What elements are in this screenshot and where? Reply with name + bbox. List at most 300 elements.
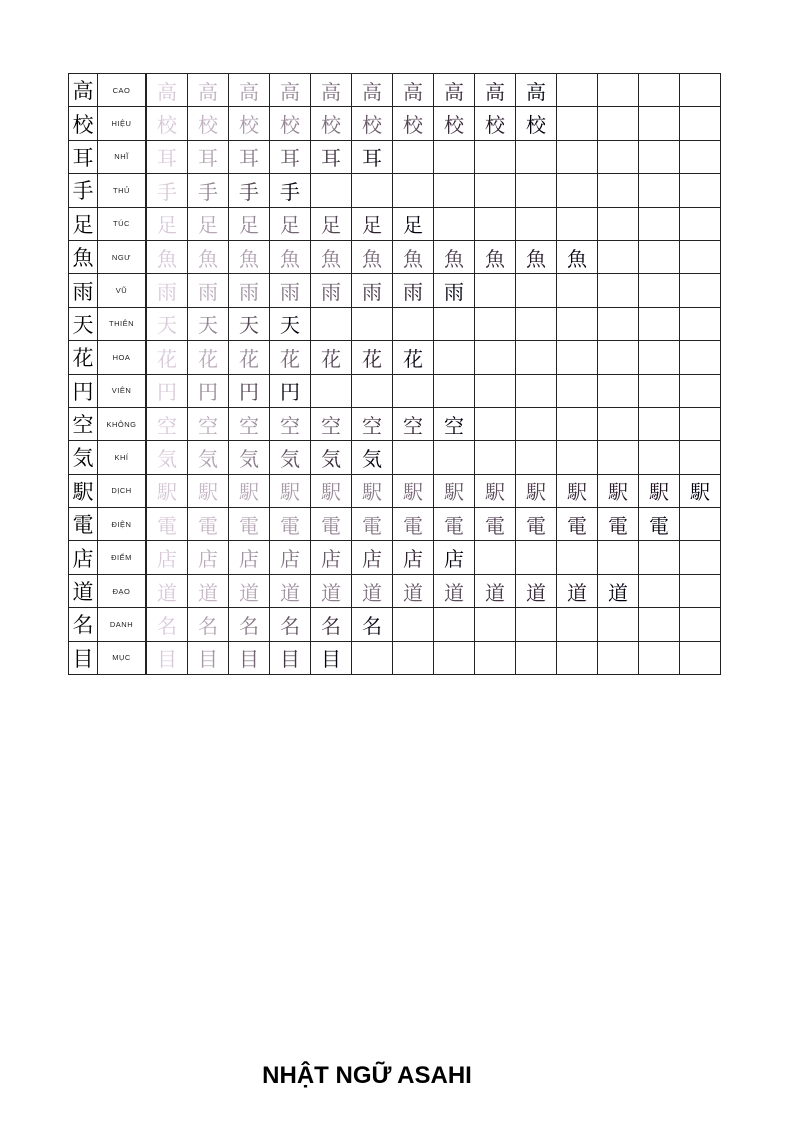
kanji-character: 手 [69,174,98,207]
stroke-step-cell: 気 [188,441,229,474]
kanji-reading: KHÍ [98,441,147,474]
kanji-row [69,140,721,173]
kanji-row [69,574,721,607]
empty-practice-cell [639,341,680,374]
stroke-step-cell: 電 [311,508,352,541]
stroke-step-cell: 空 [270,407,311,440]
stroke-step-cell: 電 [188,508,229,541]
empty-practice-cell [680,641,721,674]
stroke-step-cell: 店 [146,541,188,574]
stroke-step-cell: 雨 [270,274,311,307]
stroke-step-cell: 高 [229,74,270,107]
stroke-step-cell: 校 [188,107,229,140]
stroke-step-cell: 店 [393,541,434,574]
empty-practice-cell [598,274,639,307]
stroke-step-cell: 名 [229,608,270,641]
stroke-step-cell: 電 [352,508,393,541]
stroke-step-cell: 名 [146,608,188,641]
stroke-step-cell: 気 [229,441,270,474]
empty-practice-cell [598,541,639,574]
empty-practice-cell [680,341,721,374]
empty-practice-cell [639,207,680,240]
empty-practice-cell [680,508,721,541]
stroke-step-cell: 天 [146,307,188,340]
kanji-row [69,107,721,140]
stroke-step-cell: 校 [516,107,557,140]
stroke-step-cell: 駅 [146,474,188,507]
kanji-character: 道 [69,574,98,607]
stroke-step-cell: 高 [146,74,188,107]
stroke-step-cell: 校 [270,107,311,140]
empty-practice-cell [475,174,516,207]
empty-practice-cell [311,174,352,207]
stroke-step-cell: 雨 [352,274,393,307]
kanji-reading: DỊCH [98,474,147,507]
empty-practice-cell [680,441,721,474]
empty-practice-cell [393,374,434,407]
stroke-step-cell: 天 [188,307,229,340]
stroke-step-cell: 円 [229,374,270,407]
empty-practice-cell [557,307,598,340]
stroke-step-cell: 道 [434,574,475,607]
stroke-step-cell: 電 [270,508,311,541]
stroke-step-cell: 店 [270,541,311,574]
empty-practice-cell [516,374,557,407]
stroke-step-cell: 駅 [680,474,721,507]
stroke-step-cell: 空 [393,407,434,440]
empty-practice-cell [516,307,557,340]
empty-practice-cell [680,107,721,140]
stroke-step-cell: 道 [311,574,352,607]
stroke-step-cell: 目 [229,641,270,674]
empty-practice-cell [434,374,475,407]
stroke-step-cell: 耳 [146,140,188,173]
empty-practice-cell [639,107,680,140]
stroke-step-cell: 目 [188,641,229,674]
empty-practice-cell [680,608,721,641]
stroke-step-cell: 名 [270,608,311,641]
kanji-row [69,207,721,240]
stroke-step-cell: 駅 [434,474,475,507]
empty-practice-cell [598,140,639,173]
stroke-step-cell: 花 [270,341,311,374]
stroke-step-cell: 気 [146,441,188,474]
stroke-step-cell: 電 [557,508,598,541]
kanji-character: 校 [69,107,98,140]
stroke-step-cell: 足 [352,207,393,240]
stroke-step-cell: 気 [352,441,393,474]
stroke-step-cell: 魚 [434,240,475,273]
kanji-row [69,174,721,207]
kanji-reading: NHĨ [98,140,147,173]
stroke-step-cell: 耳 [352,140,393,173]
empty-practice-cell [639,174,680,207]
stroke-step-cell: 電 [229,508,270,541]
empty-practice-cell [475,641,516,674]
stroke-step-cell: 耳 [229,140,270,173]
empty-practice-cell [639,240,680,273]
empty-practice-cell [598,407,639,440]
empty-practice-cell [475,441,516,474]
kanji-row [69,240,721,273]
kanji-row [69,374,721,407]
stroke-step-cell: 足 [229,207,270,240]
stroke-step-cell: 足 [311,207,352,240]
empty-practice-cell [598,240,639,273]
kanji-character: 雨 [69,274,98,307]
empty-practice-cell [557,374,598,407]
empty-practice-cell [352,174,393,207]
stroke-step-cell: 高 [516,74,557,107]
empty-practice-cell [598,641,639,674]
empty-practice-cell [475,207,516,240]
kanji-row [69,608,721,641]
empty-practice-cell [639,541,680,574]
empty-practice-cell [393,441,434,474]
kanji-reading: THỦ [98,174,147,207]
empty-practice-cell [516,207,557,240]
stroke-step-cell: 店 [434,541,475,574]
stroke-step-cell: 校 [352,107,393,140]
stroke-step-cell: 駅 [311,474,352,507]
empty-practice-cell [557,74,598,107]
stroke-step-cell: 駅 [352,474,393,507]
stroke-step-cell: 校 [393,107,434,140]
stroke-step-cell: 円 [270,374,311,407]
stroke-step-cell: 魚 [311,240,352,273]
stroke-step-cell: 花 [352,341,393,374]
stroke-step-cell: 店 [311,541,352,574]
stroke-step-cell: 校 [475,107,516,140]
kanji-character: 目 [69,641,98,674]
empty-practice-cell [557,140,598,173]
kanji-character: 花 [69,341,98,374]
stroke-step-cell: 花 [188,341,229,374]
empty-practice-cell [557,407,598,440]
kanji-row [69,474,721,507]
empty-practice-cell [598,441,639,474]
stroke-step-cell: 手 [188,174,229,207]
kanji-character: 足 [69,207,98,240]
kanji-character: 空 [69,407,98,440]
empty-practice-cell [639,140,680,173]
stroke-step-cell: 校 [146,107,188,140]
stroke-step-cell: 魚 [475,240,516,273]
stroke-step-cell: 高 [393,74,434,107]
empty-practice-cell [557,541,598,574]
empty-practice-cell [393,140,434,173]
kanji-character: 耳 [69,140,98,173]
stroke-step-cell: 名 [352,608,393,641]
empty-practice-cell [393,174,434,207]
stroke-step-cell: 足 [393,207,434,240]
stroke-step-cell: 魚 [393,240,434,273]
stroke-step-cell: 花 [146,341,188,374]
empty-practice-cell [598,174,639,207]
stroke-step-cell: 電 [639,508,680,541]
stroke-step-cell: 天 [270,307,311,340]
stroke-step-cell: 天 [229,307,270,340]
kanji-reading: ĐẠO [98,574,147,607]
stroke-step-cell: 空 [146,407,188,440]
stroke-step-cell: 花 [229,341,270,374]
empty-practice-cell [557,174,598,207]
empty-practice-cell [639,307,680,340]
stroke-step-cell: 高 [270,74,311,107]
stroke-step-cell: 駅 [639,474,680,507]
stroke-step-cell: 高 [188,74,229,107]
stroke-step-cell: 駅 [598,474,639,507]
stroke-step-cell: 駅 [557,474,598,507]
empty-practice-cell [434,441,475,474]
stroke-step-cell: 高 [434,74,475,107]
stroke-step-cell: 道 [229,574,270,607]
stroke-step-cell: 校 [229,107,270,140]
empty-practice-cell [680,574,721,607]
kanji-reading: THIÊN [98,307,147,340]
kanji-character: 気 [69,441,98,474]
kanji-reading: NGƯ [98,240,147,273]
empty-practice-cell [557,274,598,307]
empty-practice-cell [434,608,475,641]
stroke-step-cell: 雨 [311,274,352,307]
empty-practice-cell [475,541,516,574]
kanji-row [69,641,721,674]
stroke-step-cell: 駅 [475,474,516,507]
empty-practice-cell [516,441,557,474]
kanji-row [69,307,721,340]
stroke-step-cell: 空 [434,407,475,440]
empty-practice-cell [598,107,639,140]
stroke-step-cell: 耳 [270,140,311,173]
empty-practice-cell [639,608,680,641]
stroke-step-cell: 道 [270,574,311,607]
stroke-step-cell: 目 [311,641,352,674]
empty-practice-cell [598,74,639,107]
stroke-step-cell: 空 [352,407,393,440]
empty-practice-cell [352,307,393,340]
stroke-step-cell: 駅 [393,474,434,507]
empty-practice-cell [434,341,475,374]
empty-practice-cell [680,274,721,307]
empty-practice-cell [393,641,434,674]
stroke-step-cell: 電 [516,508,557,541]
empty-practice-cell [352,641,393,674]
stroke-step-cell: 校 [311,107,352,140]
empty-practice-cell [680,140,721,173]
empty-practice-cell [557,441,598,474]
kanji-row [69,407,721,440]
stroke-step-cell: 魚 [516,240,557,273]
empty-practice-cell [680,307,721,340]
empty-practice-cell [598,608,639,641]
kanji-character: 店 [69,541,98,574]
kanji-row [69,74,721,107]
stroke-step-cell: 名 [188,608,229,641]
stroke-step-cell: 雨 [434,274,475,307]
empty-practice-cell [516,140,557,173]
empty-practice-cell [639,274,680,307]
empty-practice-cell [434,174,475,207]
stroke-step-cell: 魚 [146,240,188,273]
stroke-step-cell: 目 [270,641,311,674]
empty-practice-cell [311,307,352,340]
stroke-step-cell: 電 [475,508,516,541]
empty-practice-cell [434,307,475,340]
stroke-step-cell: 道 [516,574,557,607]
empty-practice-cell [516,341,557,374]
stroke-step-cell: 耳 [188,140,229,173]
stroke-step-cell: 魚 [557,240,598,273]
empty-practice-cell [475,274,516,307]
stroke-step-cell: 雨 [229,274,270,307]
empty-practice-cell [475,374,516,407]
empty-practice-cell [639,407,680,440]
empty-practice-cell [598,207,639,240]
kanji-reading: TÚC [98,207,147,240]
stroke-step-cell: 道 [393,574,434,607]
empty-practice-cell [557,608,598,641]
empty-practice-cell [516,641,557,674]
stroke-step-cell: 空 [311,407,352,440]
kanji-reading: CAO [98,74,147,107]
kanji-row [69,341,721,374]
kanji-reading: ĐIỆN [98,508,147,541]
stroke-step-cell: 足 [270,207,311,240]
kanji-character: 電 [69,508,98,541]
stroke-step-cell: 電 [598,508,639,541]
stroke-step-cell: 足 [146,207,188,240]
stroke-step-cell: 駅 [188,474,229,507]
empty-practice-cell [516,541,557,574]
stroke-step-cell: 道 [557,574,598,607]
stroke-step-cell: 電 [393,508,434,541]
empty-practice-cell [680,240,721,273]
kanji-reading: VŨ [98,274,147,307]
stroke-step-cell: 名 [311,608,352,641]
empty-practice-cell [639,441,680,474]
kanji-character: 名 [69,608,98,641]
kanji-character: 駅 [69,474,98,507]
kanji-reading: ĐIẾM [98,541,147,574]
stroke-step-cell: 雨 [146,274,188,307]
stroke-step-cell: 駅 [229,474,270,507]
empty-practice-cell [434,140,475,173]
stroke-step-cell: 魚 [352,240,393,273]
kanji-reading: HOA [98,341,147,374]
stroke-step-cell: 雨 [188,274,229,307]
empty-practice-cell [434,641,475,674]
stroke-step-cell: 気 [311,441,352,474]
stroke-step-cell: 気 [270,441,311,474]
empty-practice-cell [393,608,434,641]
stroke-step-cell: 高 [475,74,516,107]
empty-practice-cell [598,341,639,374]
empty-practice-cell [598,374,639,407]
empty-practice-cell [475,307,516,340]
empty-practice-cell [516,608,557,641]
stroke-step-cell: 電 [146,508,188,541]
empty-practice-cell [475,341,516,374]
stroke-step-cell: 魚 [229,240,270,273]
empty-practice-cell [639,74,680,107]
empty-practice-cell [680,407,721,440]
empty-practice-cell [639,641,680,674]
stroke-step-cell: 魚 [188,240,229,273]
stroke-step-cell: 空 [229,407,270,440]
kanji-character: 天 [69,307,98,340]
stroke-step-cell: 魚 [270,240,311,273]
stroke-step-cell: 駅 [516,474,557,507]
empty-practice-cell [680,174,721,207]
empty-practice-cell [557,107,598,140]
stroke-step-cell: 円 [188,374,229,407]
empty-practice-cell [557,207,598,240]
empty-practice-cell [475,140,516,173]
empty-practice-cell [311,374,352,407]
stroke-step-cell: 駅 [270,474,311,507]
kanji-reading: DANH [98,608,147,641]
empty-practice-cell [475,407,516,440]
stroke-step-cell: 花 [311,341,352,374]
empty-practice-cell [557,641,598,674]
kanji-reading: VIÊN [98,374,147,407]
stroke-step-cell: 校 [434,107,475,140]
stroke-step-cell: 耳 [311,140,352,173]
empty-practice-cell [680,374,721,407]
stroke-step-cell: 道 [146,574,188,607]
kanji-character: 魚 [69,240,98,273]
empty-practice-cell [352,374,393,407]
empty-practice-cell [516,174,557,207]
empty-practice-cell [680,541,721,574]
kanji-stroke-table [68,73,721,675]
kanji-row [69,508,721,541]
stroke-step-cell: 店 [352,541,393,574]
stroke-step-cell: 高 [311,74,352,107]
stroke-step-cell: 雨 [393,274,434,307]
kanji-reading: KHÔNG [98,407,147,440]
stroke-step-cell: 店 [188,541,229,574]
stroke-step-cell: 手 [146,174,188,207]
kanji-row [69,441,721,474]
stroke-step-cell: 手 [229,174,270,207]
empty-practice-cell [639,374,680,407]
kanji-reading: MỤC [98,641,147,674]
empty-practice-cell [598,307,639,340]
kanji-reading: HIỆU [98,107,147,140]
stroke-step-cell: 電 [434,508,475,541]
empty-practice-cell [516,274,557,307]
stroke-step-cell: 花 [393,341,434,374]
stroke-step-cell: 手 [270,174,311,207]
stroke-step-cell: 目 [146,641,188,674]
kanji-character: 円 [69,374,98,407]
stroke-step-cell: 店 [229,541,270,574]
empty-practice-cell [393,307,434,340]
kanji-row [69,541,721,574]
empty-practice-cell [475,608,516,641]
stroke-step-cell: 道 [475,574,516,607]
stroke-step-cell: 道 [188,574,229,607]
stroke-step-cell: 足 [188,207,229,240]
kanji-character: 高 [69,74,98,107]
stroke-step-cell: 円 [146,374,188,407]
empty-practice-cell [680,74,721,107]
stroke-step-cell: 高 [352,74,393,107]
empty-practice-cell [516,407,557,440]
empty-practice-cell [434,207,475,240]
